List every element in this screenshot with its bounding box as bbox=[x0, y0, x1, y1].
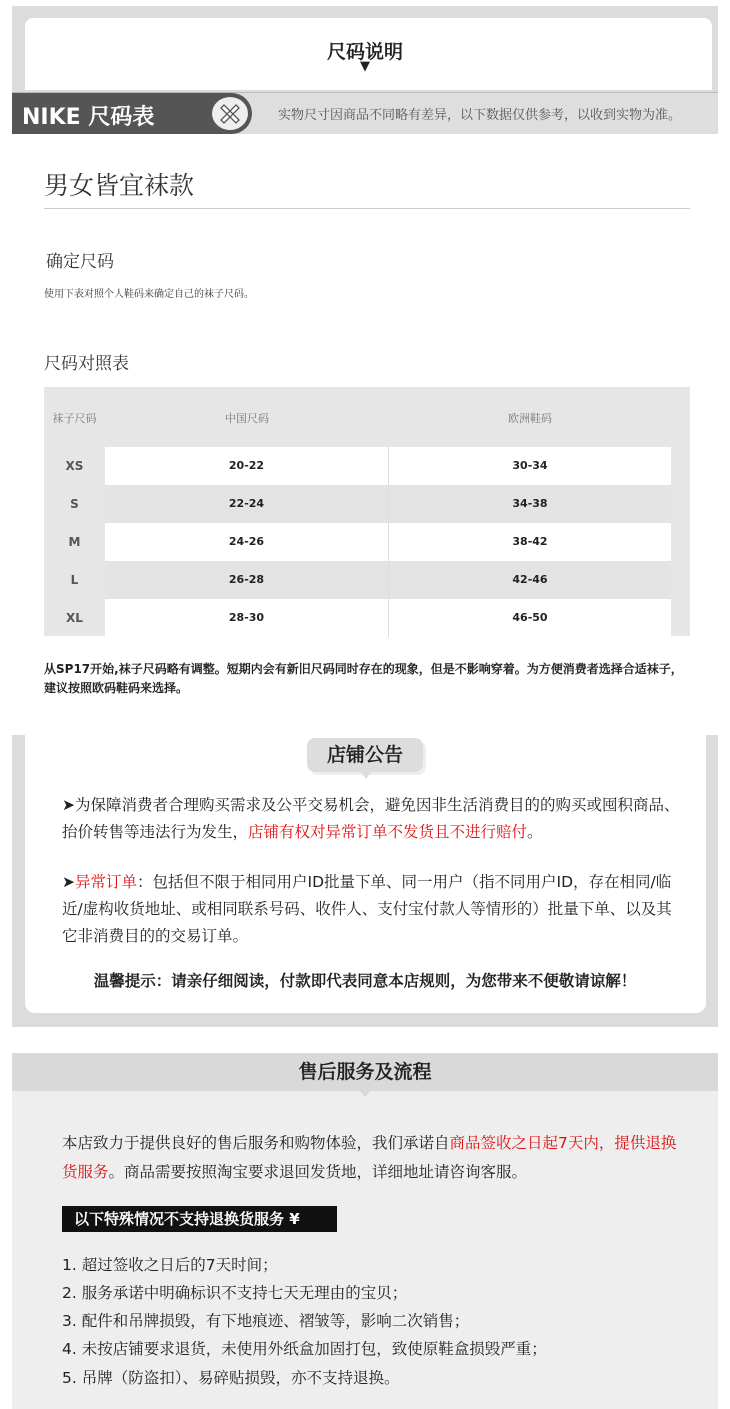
column-header: 欧洲鞋码 bbox=[508, 412, 552, 425]
list-item: 4. 未按店铺要求退货，未使用外纸盒加固打包，致使原鞋盒损毁严重； bbox=[62, 1340, 547, 1358]
bullet-arrow-icon: ➤ bbox=[62, 796, 75, 814]
sock-size: XL bbox=[66, 611, 83, 625]
sock-size: S bbox=[70, 497, 79, 511]
eu-size: 46-50 bbox=[389, 599, 671, 637]
text: ：包括但不限于相同用户ID批量下单、同一用户（指不同用户ID，存在相同/临近/虚构收货地址、或相同联系号码、收件人、支付宝付款人等情形的）批量下单、以及其它非消费目的的交易订单。 bbox=[62, 873, 672, 945]
table-row bbox=[44, 599, 690, 636]
cn-size: 24-26 bbox=[105, 523, 389, 561]
section-heading: 确定尺码 bbox=[46, 252, 114, 272]
ruler-pencil-icon bbox=[210, 95, 250, 132]
product-category-title: 男女皆宜袜款 bbox=[44, 171, 195, 200]
sock-size: XS bbox=[65, 459, 84, 473]
header-pointer bbox=[360, 1091, 370, 1097]
exceptions-banner: 以下特殊情况不支持退换货服务 ¥ bbox=[62, 1206, 337, 1232]
list-item: 2. 服务承诺中明确标识不支持七天无理由的宝贝； bbox=[62, 1284, 408, 1302]
brand-tab: NIKE 尺码表 bbox=[12, 93, 252, 134]
eu-size: 38-42 bbox=[389, 523, 671, 561]
section-description: 使用下表对照个人鞋码来确定自己的袜子尺码。 bbox=[44, 289, 254, 300]
cn-size: 26-28 bbox=[105, 561, 389, 599]
notice-tip: 温馨提示：请亲仔细阅读，付款即代表同意本店规则，为您带来不便敬请谅解！ bbox=[93, 972, 637, 990]
table-row bbox=[44, 523, 690, 561]
text: 为保障消费者合理购买需求及公平交易机会，避免因非生活消费目的的购买或囤积商品、抬价转售等违法行为发生， bbox=[62, 796, 680, 841]
table-row bbox=[44, 561, 690, 599]
size-table bbox=[44, 387, 690, 636]
notice-title: 店铺公告 bbox=[307, 738, 423, 772]
cn-size: 22-24 bbox=[105, 485, 389, 523]
table-row bbox=[44, 485, 690, 523]
eu-size: 30-34 bbox=[389, 447, 671, 485]
text: 。商品需要按照淘宝要求退回发货地，详细地址请咨询客服。 bbox=[108, 1163, 528, 1181]
section-heading: 尺码对照表 bbox=[44, 354, 129, 374]
list-item: 3. 配件和吊牌损毁，有下地痕迹、褶皱等，影响二次销售； bbox=[62, 1312, 470, 1330]
sock-size: M bbox=[68, 535, 81, 549]
text: 。 bbox=[527, 823, 543, 841]
column-header: 袜子尺码 bbox=[52, 412, 97, 425]
list-item: 1. 超过签收之日后的7天时间； bbox=[62, 1256, 278, 1274]
bullet-arrow-icon: ➤ bbox=[62, 873, 75, 891]
cn-size: 20-22 bbox=[105, 447, 389, 485]
list-item: 5. 吊牌（防盗扣）、易碎贴损毁，亦不支持退换。 bbox=[62, 1369, 400, 1387]
service-intro bbox=[62, 1129, 682, 1187]
highlight-text: 商品签收之日起7天内，提供退换货服务 bbox=[62, 1134, 677, 1181]
table-row bbox=[44, 447, 690, 485]
text: 本店致力于提供良好的售后服务和购物体验，我们承诺自 bbox=[62, 1134, 450, 1152]
size-disclaimer: 实物尺寸因商品不同略有差异，以下数据仅供参考，以收到实物为准。 bbox=[278, 108, 682, 123]
notice-paragraph-2 bbox=[62, 869, 682, 950]
badge-pointer bbox=[361, 772, 371, 779]
highlight-text: 店铺有权对异常订单不发货且不进行赔付 bbox=[248, 823, 528, 841]
cn-size: 28-30 bbox=[105, 599, 389, 637]
page-title: 尺码说明 bbox=[326, 41, 403, 63]
highlight-text: 异常订单 bbox=[75, 873, 138, 891]
sock-size: L bbox=[70, 573, 79, 587]
size-note: 从SP17开始,袜子尺码略有调整。短期内会有新旧尺码同时存在的现象，但是不影响穿着。为方便消费者选择合适袜子，建议按照欧码鞋码来选择。 bbox=[44, 662, 683, 695]
eu-size: 34-38 bbox=[389, 485, 671, 523]
notice-paragraph-1 bbox=[62, 792, 682, 846]
down-arrow-icon: ▼ bbox=[360, 59, 370, 74]
divider bbox=[44, 208, 690, 209]
service-title: 售后服务及流程 bbox=[12, 1053, 718, 1091]
column-header: 中国尺码 bbox=[225, 412, 269, 425]
eu-size: 42-46 bbox=[389, 561, 671, 599]
